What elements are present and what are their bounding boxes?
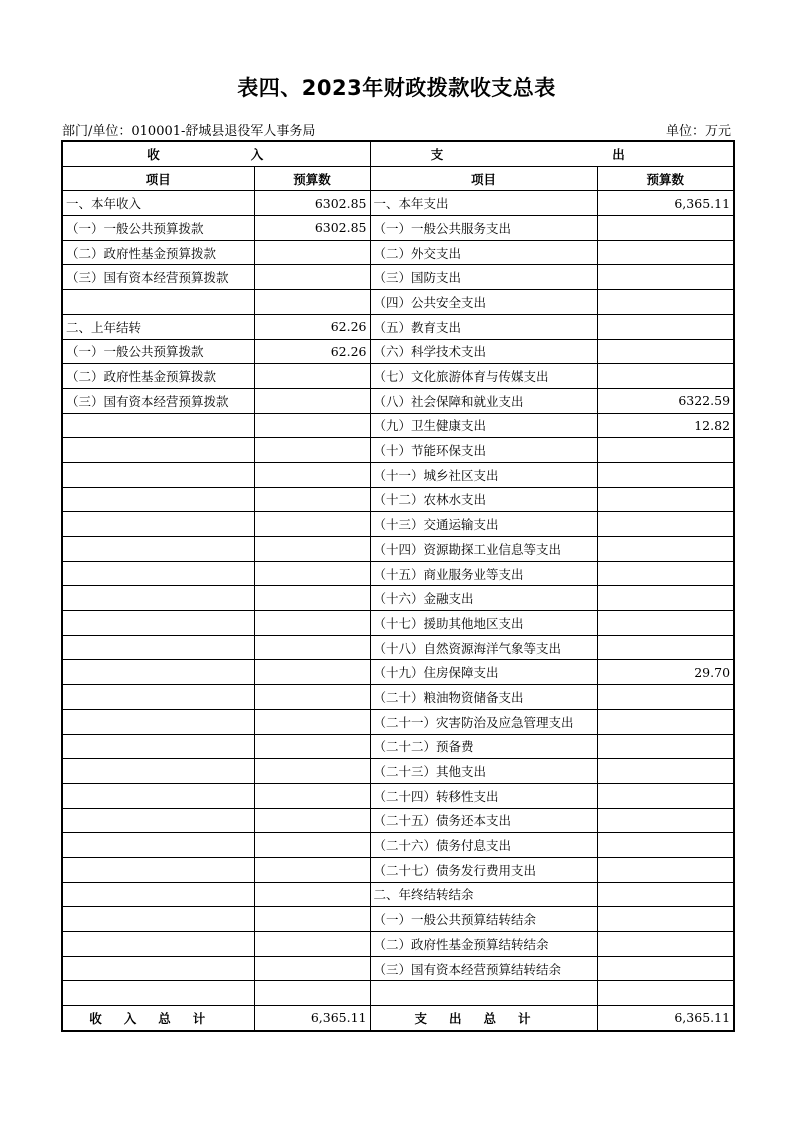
expense-budget-cell: 6,365.11 bbox=[597, 191, 734, 216]
table-row bbox=[62, 956, 734, 981]
table-row bbox=[62, 561, 734, 586]
income-item-cell: （三）国有资本经营预算拨款 bbox=[62, 388, 254, 413]
expense-item-cell: （五）教育支出 bbox=[370, 314, 597, 339]
table-body bbox=[62, 141, 734, 1031]
income-item-cell bbox=[62, 734, 254, 759]
expense-item-cell: （十六）金融支出 bbox=[370, 586, 597, 611]
expense-budget-cell: 29.70 bbox=[597, 660, 734, 685]
income-budget-cell: 62.26 bbox=[254, 314, 370, 339]
income-item-cell bbox=[62, 438, 254, 463]
expense-item-cell: （七）文化旅游体育与传媒支出 bbox=[370, 364, 597, 389]
table-row bbox=[62, 857, 734, 882]
income-budget-cell bbox=[254, 265, 370, 290]
expense-total-label: 支出总计 bbox=[370, 1006, 597, 1031]
expense-item-cell: （二十）粮油物资储备支出 bbox=[370, 685, 597, 710]
income-budget-cell bbox=[254, 561, 370, 586]
expense-header: 支 出 bbox=[370, 141, 734, 166]
expense-budget-cell: 6322.59 bbox=[597, 388, 734, 413]
income-budget-cell bbox=[254, 438, 370, 463]
expense-budget-cell bbox=[597, 462, 734, 487]
table-row bbox=[62, 265, 734, 290]
income-budget-cell bbox=[254, 462, 370, 487]
expense-budget-cell bbox=[597, 438, 734, 463]
expense-item-cell: （二）政府性基金预算结转结余 bbox=[370, 932, 597, 957]
expense-item-cell: （二十二）预备费 bbox=[370, 734, 597, 759]
income-item-cell bbox=[62, 981, 254, 1006]
expense-budget-cell bbox=[597, 783, 734, 808]
income-budget-cell bbox=[254, 512, 370, 537]
income-budget-cell bbox=[254, 783, 370, 808]
income-item-cell: （一）一般公共预算拨款 bbox=[62, 216, 254, 241]
income-budget-cell bbox=[254, 364, 370, 389]
table-row bbox=[62, 759, 734, 784]
table-row bbox=[62, 734, 734, 759]
income-budget-cell bbox=[254, 611, 370, 636]
budget-table bbox=[61, 140, 735, 1032]
expense-budget-cell bbox=[597, 907, 734, 932]
expense-item-cell: （八）社会保障和就业支出 bbox=[370, 388, 597, 413]
income-item-cell bbox=[62, 561, 254, 586]
expense-budget-cell bbox=[597, 561, 734, 586]
income-item-cell bbox=[62, 857, 254, 882]
income-budget-cell bbox=[254, 635, 370, 660]
income-budget-cell bbox=[254, 413, 370, 438]
expense-budget-cell bbox=[597, 808, 734, 833]
expense-total-value: 6,365.11 bbox=[597, 1006, 734, 1031]
unit-label: 单位：万元 bbox=[665, 124, 731, 139]
table-row bbox=[62, 339, 734, 364]
income-item-cell: 一、本年收入 bbox=[62, 191, 254, 216]
table-row bbox=[62, 709, 734, 734]
expense-budget-cell bbox=[597, 981, 734, 1006]
expense-budget-cell bbox=[597, 487, 734, 512]
expense-item-cell: （十三）交通运输支出 bbox=[370, 512, 597, 537]
table-row bbox=[62, 216, 734, 241]
income-budget-cell bbox=[254, 709, 370, 734]
income-item-cell: （三）国有资本经营预算拨款 bbox=[62, 265, 254, 290]
expense-item-cell: （二十四）转移性支出 bbox=[370, 783, 597, 808]
income-budget-cell bbox=[254, 487, 370, 512]
expense-item-cell: （十八）自然资源海洋气象等支出 bbox=[370, 635, 597, 660]
income-budget-cell bbox=[254, 388, 370, 413]
department-label: 部门/单位：010001-舒城县退役军人事务局 bbox=[62, 124, 316, 139]
income-item-cell bbox=[62, 685, 254, 710]
expense-item-cell: （十二）农林水支出 bbox=[370, 487, 597, 512]
expense-budget-cell bbox=[597, 932, 734, 957]
table-row bbox=[62, 783, 734, 808]
income-budget-cell bbox=[254, 956, 370, 981]
table-row bbox=[62, 388, 734, 413]
income-budget-cell bbox=[254, 907, 370, 932]
expense-budget-cell bbox=[597, 833, 734, 858]
income-item-cell bbox=[62, 833, 254, 858]
expense-item-cell: （十一）城乡社区支出 bbox=[370, 462, 597, 487]
income-item-cell bbox=[62, 808, 254, 833]
income-budget-cell bbox=[254, 808, 370, 833]
expense-item-cell: （二十七）债务发行费用支出 bbox=[370, 857, 597, 882]
income-budget-cell bbox=[254, 660, 370, 685]
expense-item-cell: （一）一般公共预算结转结余 bbox=[370, 907, 597, 932]
table-row bbox=[62, 932, 734, 957]
income-budget-cell bbox=[254, 981, 370, 1006]
income-item-cell bbox=[62, 462, 254, 487]
table-row bbox=[62, 413, 734, 438]
income-item-cell: （二）政府性基金预算拨款 bbox=[62, 364, 254, 389]
income-item-cell bbox=[62, 413, 254, 438]
expense-budget-cell bbox=[597, 240, 734, 265]
table-row bbox=[62, 882, 734, 907]
expense-item-cell: （二十三）其他支出 bbox=[370, 759, 597, 784]
expense-budget-header: 预算数 bbox=[597, 166, 734, 191]
income-budget-header: 预算数 bbox=[254, 166, 370, 191]
income-item-cell bbox=[62, 783, 254, 808]
table-row bbox=[62, 290, 734, 315]
income-item-cell bbox=[62, 290, 254, 315]
income-item-cell bbox=[62, 611, 254, 636]
expense-item-cell: （二十一）灾害防治及应急管理支出 bbox=[370, 709, 597, 734]
expense-budget-cell bbox=[597, 956, 734, 981]
income-budget-cell bbox=[254, 932, 370, 957]
expense-budget-cell bbox=[597, 611, 734, 636]
expense-budget-cell bbox=[597, 882, 734, 907]
expense-item-cell: （二）外交支出 bbox=[370, 240, 597, 265]
expense-budget-cell bbox=[597, 709, 734, 734]
expense-item-cell: （十）节能环保支出 bbox=[370, 438, 597, 463]
income-header: 收 入 bbox=[62, 141, 370, 166]
income-budget-cell bbox=[254, 290, 370, 315]
income-item-cell bbox=[62, 759, 254, 784]
expense-item-cell: （四）公共安全支出 bbox=[370, 290, 597, 315]
expense-item-cell: （二十六）债务付息支出 bbox=[370, 833, 597, 858]
expense-item-cell: （一）一般公共服务支出 bbox=[370, 216, 597, 241]
expense-item-cell: （十九）住房保障支出 bbox=[370, 660, 597, 685]
column-header-row bbox=[62, 166, 734, 191]
income-item-cell bbox=[62, 956, 254, 981]
income-item-cell bbox=[62, 635, 254, 660]
income-budget-cell bbox=[254, 537, 370, 562]
table-row bbox=[62, 364, 734, 389]
income-item-cell bbox=[62, 660, 254, 685]
expense-item-cell: （三）国有资本经营预算结转结余 bbox=[370, 956, 597, 981]
income-total-value: 6,365.11 bbox=[254, 1006, 370, 1031]
income-budget-cell: 62.26 bbox=[254, 339, 370, 364]
income-budget-cell bbox=[254, 833, 370, 858]
table-row bbox=[62, 462, 734, 487]
income-item-cell bbox=[62, 709, 254, 734]
expense-item-cell: （十四）资源勘探工业信息等支出 bbox=[370, 537, 597, 562]
income-item-cell bbox=[62, 537, 254, 562]
income-total-label: 收入总计 bbox=[62, 1006, 254, 1031]
expense-item-cell: （六）科学技术支出 bbox=[370, 339, 597, 364]
table-row bbox=[62, 537, 734, 562]
table-row bbox=[62, 611, 734, 636]
income-budget-cell bbox=[254, 685, 370, 710]
table-row bbox=[62, 314, 734, 339]
income-budget-cell: 6302.85 bbox=[254, 216, 370, 241]
page-title: 表四、2023年财政拨款收支总表 bbox=[237, 76, 556, 100]
expense-budget-cell bbox=[597, 265, 734, 290]
income-item-cell: （一）一般公共预算拨款 bbox=[62, 339, 254, 364]
table-row bbox=[62, 487, 734, 512]
expense-item-cell bbox=[370, 981, 597, 1006]
expense-budget-cell bbox=[597, 512, 734, 537]
income-item-cell: 二、上年结转 bbox=[62, 314, 254, 339]
income-item-cell bbox=[62, 512, 254, 537]
income-budget-cell bbox=[254, 586, 370, 611]
income-item-cell bbox=[62, 487, 254, 512]
expense-item-cell: （九）卫生健康支出 bbox=[370, 413, 597, 438]
section-header-row bbox=[62, 141, 734, 166]
expense-budget-cell bbox=[597, 364, 734, 389]
table-row bbox=[62, 981, 734, 1006]
table-row bbox=[62, 808, 734, 833]
income-item-cell bbox=[62, 932, 254, 957]
expense-budget-cell bbox=[597, 635, 734, 660]
table-row bbox=[62, 586, 734, 611]
income-budget-cell bbox=[254, 882, 370, 907]
expense-budget-cell: 12.82 bbox=[597, 413, 734, 438]
table-row bbox=[62, 191, 734, 216]
table-row bbox=[62, 438, 734, 463]
expense-budget-cell bbox=[597, 685, 734, 710]
expense-item-cell: （三）国防支出 bbox=[370, 265, 597, 290]
table-row bbox=[62, 685, 734, 710]
expense-budget-cell bbox=[597, 314, 734, 339]
income-item-cell bbox=[62, 882, 254, 907]
income-budget-cell bbox=[254, 734, 370, 759]
income-item-cell: （二）政府性基金预算拨款 bbox=[62, 240, 254, 265]
expense-budget-cell bbox=[597, 216, 734, 241]
expense-budget-cell bbox=[597, 537, 734, 562]
table-row bbox=[62, 240, 734, 265]
table-row bbox=[62, 512, 734, 537]
income-budget-cell bbox=[254, 857, 370, 882]
expense-budget-cell bbox=[597, 586, 734, 611]
income-item-header: 项目 bbox=[62, 166, 254, 191]
expense-item-cell: （十七）援助其他地区支出 bbox=[370, 611, 597, 636]
expense-item-cell: （十五）商业服务业等支出 bbox=[370, 561, 597, 586]
table-row bbox=[62, 660, 734, 685]
expense-budget-cell bbox=[597, 734, 734, 759]
totals-row bbox=[62, 1006, 734, 1031]
expense-budget-cell bbox=[597, 339, 734, 364]
expense-item-header: 项目 bbox=[370, 166, 597, 191]
expense-budget-cell bbox=[597, 290, 734, 315]
income-budget-cell: 6302.85 bbox=[254, 191, 370, 216]
table-row bbox=[62, 635, 734, 660]
table-row bbox=[62, 833, 734, 858]
income-item-cell bbox=[62, 907, 254, 932]
income-item-cell bbox=[62, 586, 254, 611]
expense-item-cell: 二、年终结转结余 bbox=[370, 882, 597, 907]
expense-budget-cell bbox=[597, 857, 734, 882]
expense-item-cell: 一、本年支出 bbox=[370, 191, 597, 216]
income-budget-cell bbox=[254, 759, 370, 784]
table-row bbox=[62, 907, 734, 932]
income-budget-cell bbox=[254, 240, 370, 265]
expense-item-cell: （二十五）债务还本支出 bbox=[370, 808, 597, 833]
expense-budget-cell bbox=[597, 759, 734, 784]
